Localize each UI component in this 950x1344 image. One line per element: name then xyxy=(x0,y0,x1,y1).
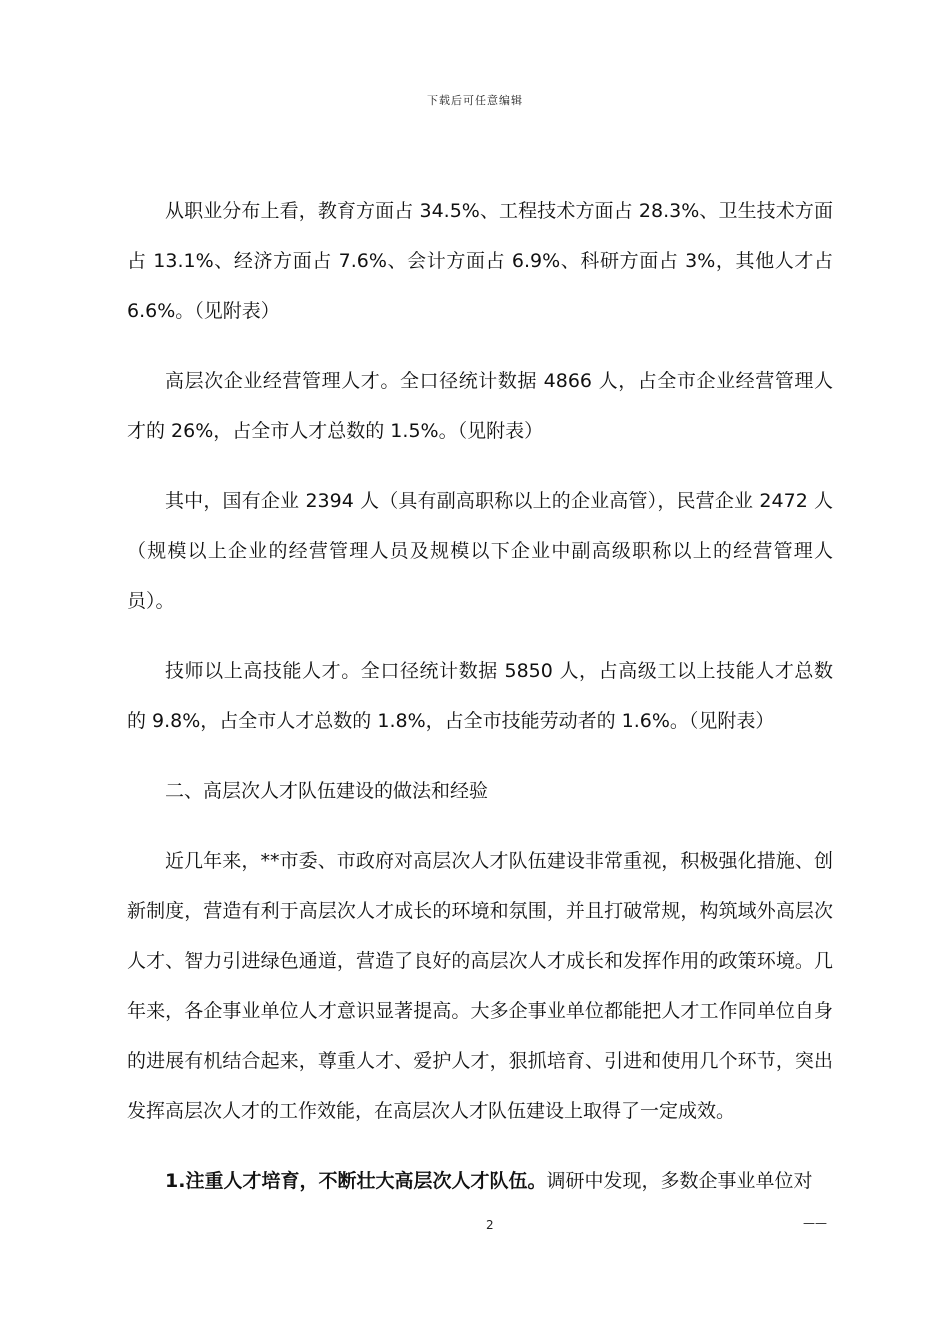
paragraph-bold-lead: 1.注重人才培育，不断壮大高层次人才队伍。 xyxy=(165,1170,547,1192)
paragraph-talent-training xyxy=(127,1156,833,1206)
paragraph-practices-experience: 近几年来，**市委、市政府对高层次人才队伍建设非常重视，积极强化措施、创新制度，营造有利于高层次人才成长的环境和氛围，并且打破常规，构筑域外高层次人才、智力引进绿色通道，营造了良好的高层次人才成长和发挥作用的政策环境。几年来，各企事业单位人才意识显著提高。大多企事业单位都能把人才工作同单位自身的进展有机结合起来，尊重人才、爱护人才，狠抓培育、引进和使用几个环节，突出发挥高层次人才的工作效能，在高层次人才队伍建设上取得了一定成效。 xyxy=(127,850,833,1122)
document-body xyxy=(127,186,833,1206)
paragraph-skilled-talent: 技师以上高技能人才。全口径统计数据 5850 人，占高级工以上技能人才总数的 9.8%，占全市人才总数的 1.8%，占全市技能劳动者的 1.6%。（见附表） xyxy=(127,660,833,732)
paragraph-text: 调研中发现，多数企事业单位对 xyxy=(546,1170,813,1192)
paragraph-state-private-enterprises: 其中，国有企业 2394 人（具有副高职称以上的企业高管），民营企业 2472 人（规模以上企业的经营管理人员及规模以下企业中副高级职称以上的经营管理人员）。 xyxy=(127,490,833,612)
paragraph-enterprise-managers: 高层次企业经营管理人才。全口径统计数据 4866 人，占全市企业经营管理人才的 26%，占全市人才总数的 1.5%。（见附表） xyxy=(127,370,833,442)
paragraph-occupation-distribution: 从职业分布上看，教育方面占 34.5%、工程技术方面占 28.3%、卫生技术方面占 13.1%、经济方面占 7.6%、会计方面占 6.9%、科研方面占 3%，其他人才占 6.6%。（见附表） xyxy=(127,200,833,322)
page-number: 2 xyxy=(486,1218,494,1232)
section-heading: 二、高层次人才队伍建设的做法和经验 xyxy=(165,780,489,802)
footer-dash: —— xyxy=(803,1216,827,1230)
page-header: 下载后可任意编辑 xyxy=(427,94,523,107)
